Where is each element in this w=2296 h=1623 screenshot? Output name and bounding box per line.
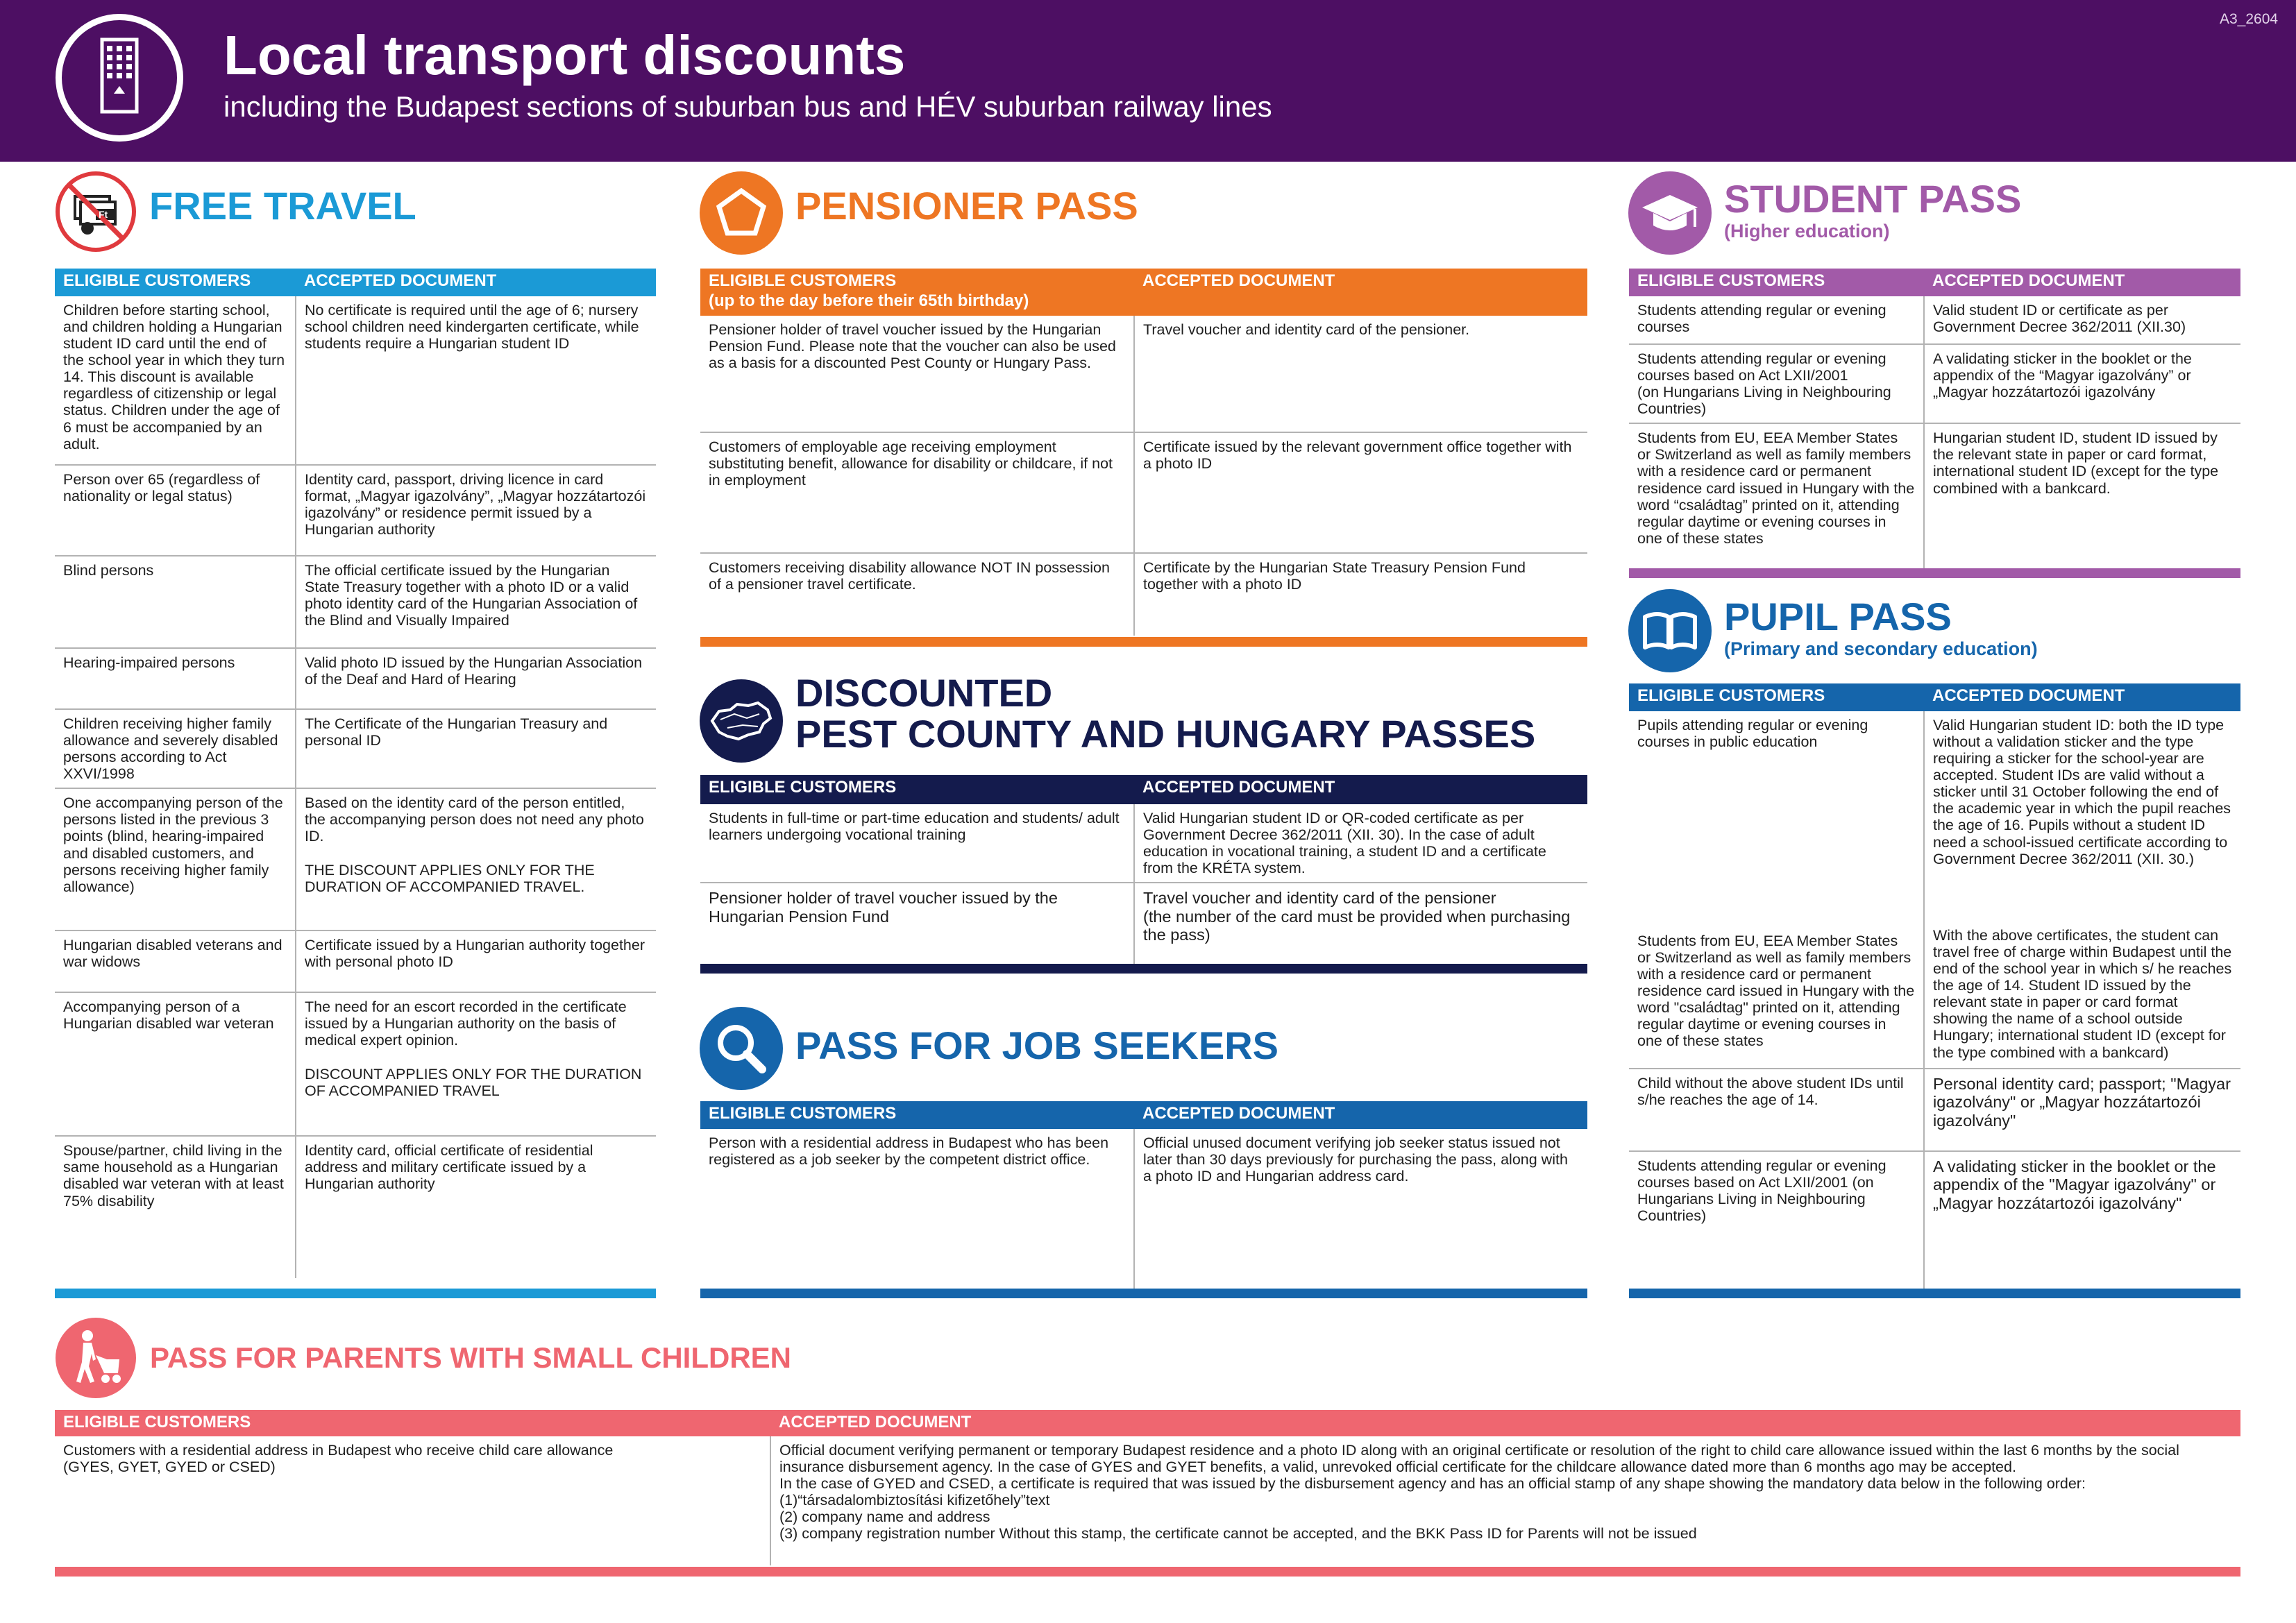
pensioner-title: PENSIONER PASS xyxy=(795,184,1138,228)
table-cell: Children receiving higher family allowance and severely disabled persons according to Act XXVI/1998 xyxy=(55,709,296,788)
table-cell: Certificate by the Hungarian State Treasury Pension Fund together with a photo ID xyxy=(1143,559,1526,593)
forint-sign-label: Ft xyxy=(99,209,108,220)
table-cell: Students attending regular or evening courses based on Act LXII/2001 (on Hungarians Living in Neighbouring Countries) xyxy=(1629,344,1924,423)
student-bottom-bar xyxy=(1629,568,2240,578)
jobseeker-bottom-bar xyxy=(700,1289,1587,1298)
table-cell: Hungarian student ID, student ID issued by the relevant state in paper or card format, international student ID (except for the type combined with a bankcard. xyxy=(1933,430,2219,497)
pupil-table xyxy=(1629,683,2240,1289)
jobseeker-col-document: ACCEPTED DOCUMENT xyxy=(1142,1104,1335,1123)
pupil-subtitle: (Primary and secondary education) xyxy=(1724,638,2038,659)
parents-title: PASS FOR PARENTS WITH SMALL CHILDREN xyxy=(150,1341,791,1374)
table-cell: Personal identity card; passport; "Magyar igazolvány" or „Magyar hozzátartozói igazolvány" xyxy=(1924,1069,2240,1151)
page-subtitle: including the Budapest sections of suburban bus and HÉV suburban railway lines xyxy=(223,90,1272,123)
table-cell: Customers receiving disability allowance NOT IN possession of a pensioner travel certificate. xyxy=(700,553,1134,636)
table-cell: Travel voucher and identity card of the pensioner (the number of the card must be provided when purchasing the pass) xyxy=(1143,889,1571,944)
table-cell: Hearing-impaired persons xyxy=(55,648,296,709)
table-cell: The need for an escort recorded in the certificate issued by a Hungarian authority on the basis of medical expert opinion. DISCOUNT APPLIES ONLY FOR THE DURATION OF ACCOMPANIED TRAVEL xyxy=(296,992,656,1136)
table-cell: Based on the identity card of the person entitled, the accompanying person does not need any photo ID. THE DISCOUNT APPLIES ONLY FOR THE DURATION OF ACCOMPANIED TRAVEL. xyxy=(296,788,656,931)
table-cell: Valid Hungarian student ID or QR-coded certificate as per Government Decree 362/2011 (XII. 30). In the case of adult education in vocational training, a student ID and a certificate from the KRÉTA system. xyxy=(1134,804,1587,883)
table-cell: No certificate is required until the age of 6; nursery school children need kindergarten certificate, while students require a Hungarian student ID xyxy=(296,296,656,465)
jobseeker-col-eligible: ELIGIBLE CUSTOMERS xyxy=(709,1104,897,1123)
table-cell: Customers of employable age receiving employment substituting benefit, allowance for disability or childcare, if not in employment xyxy=(700,432,1134,553)
free-travel-col-eligible: ELIGIBLE CUSTOMERS xyxy=(63,271,251,290)
pentagon-icon xyxy=(700,171,783,255)
table-cell: Students attending regular or evening courses based on Act LXII/2001 (on Hungarians Living in Neighbouring Countries) xyxy=(1629,1151,1924,1289)
parents-bottom-bar xyxy=(55,1567,2240,1577)
table-cell: Hungarian disabled veterans and war widows xyxy=(55,931,296,992)
table-cell: Students from EU, EEA Member States or Switzerland as well as family members with a residence card or permanent residence card issued in Hungary with the word “családtag” printed on it, attending regular daytime or evening courses in one of these states xyxy=(1629,423,1924,570)
hungary-map-icon xyxy=(700,679,783,763)
free-travel-title: FREE TRAVEL xyxy=(149,184,416,228)
pensioner-col-eligible-sub: (up to the day before their 65th birthday) xyxy=(709,291,1029,310)
student-col-eligible: ELIGIBLE CUSTOMERS xyxy=(1637,271,1825,290)
table-cell: Child without the above student IDs until s/he reaches the age of 14. xyxy=(1629,1069,1924,1151)
jobseeker-table xyxy=(700,1101,1587,1289)
county-table xyxy=(700,775,1587,965)
table-cell: Students in full-time or part-time education and students/ adult learners undergoing vocational training xyxy=(700,804,1134,883)
student-col-document: ACCEPTED DOCUMENT xyxy=(1932,271,2125,290)
pensioner-bottom-bar xyxy=(700,637,1587,647)
table-cell: Children before starting school, and children holding a Hungarian student ID card until the end of the school year in which they turn 14. This discount is available regardless of citizenship or legal status. Children under the age of 6 must be accompanied by an adult. xyxy=(55,296,296,465)
table-cell: Pensioner holder of travel voucher issued by the Hungarian Pension Fund. Please note that the voucher can also be used as a basis for a discounted Pest County or Hungary Pass. xyxy=(700,316,1134,432)
table-cell: Students attending regular or evening courses xyxy=(1629,296,1924,344)
pupil-col-document: ACCEPTED DOCUMENT xyxy=(1932,686,2125,705)
free-travel-col-document: ACCEPTED DOCUMENT xyxy=(304,271,497,290)
free-travel-bottom-bar xyxy=(55,1289,656,1298)
table-cell: Customers with a residential address in Budapest who receive child care allowance (GYES, GYET, GYED or CSED) xyxy=(55,1436,770,1565)
table-cell: Valid student ID or certificate as per Government Decree 362/2011 (XII.30) xyxy=(1924,296,2240,344)
county-title xyxy=(795,673,1535,755)
parents-col-eligible: ELIGIBLE CUSTOMERS xyxy=(63,1413,251,1431)
county-title-line2: PEST COUNTY AND HUNGARY PASSES xyxy=(795,711,1536,756)
county-bottom-bar xyxy=(700,964,1587,974)
door-logo-icon xyxy=(56,14,183,142)
table-cell: One accompanying person of the persons listed in the previous 3 points (blind, hearing-impaired and disabled customers, and persons receiving higher family allowance) xyxy=(55,788,296,931)
pensioner-col-document: ACCEPTED DOCUMENT xyxy=(1142,271,1335,290)
table-cell: Person over 65 (regardless of nationality or legal status) xyxy=(55,465,296,556)
table-cell: Travel voucher and identity card of the pensioner. xyxy=(1134,316,1587,432)
county-col-document: ACCEPTED DOCUMENT xyxy=(1142,778,1335,797)
table-cell: Certificate issued by a Hungarian authority together with personal photo ID xyxy=(296,931,656,992)
table-cell: Identity card, passport, driving licence in card format, „Magyar igazolvány”, „Magyar hozzátartozói igazolvány” or residence permit issued by a Hungarian authority xyxy=(296,465,656,556)
document-code: A3_2604 xyxy=(2220,11,2279,27)
stroller-parent-icon xyxy=(56,1318,136,1398)
student-subtitle: (Higher education) xyxy=(1724,221,1890,241)
pupil-col-eligible: ELIGIBLE CUSTOMERS xyxy=(1637,686,1825,705)
table-cell: Blind persons xyxy=(55,556,296,648)
free-travel-icon xyxy=(56,171,136,252)
page-title: Local transport discounts xyxy=(223,24,906,86)
student-table xyxy=(1629,269,2240,570)
free-travel-table xyxy=(55,269,656,1278)
parents-col-document: ACCEPTED DOCUMENT xyxy=(779,1413,972,1431)
table-cell: Valid photo ID issued by the Hungarian Association of the Deaf and Hard of Hearing xyxy=(296,648,656,709)
pensioner-col-eligible-label: ELIGIBLE CUSTOMERS xyxy=(709,271,897,290)
table-cell: Official document verifying permanent or temporary Budapest residence and a photo ID along with an original certificate or resolution of the right to child care allowance issued within the last 6 months by the social insurance disbursement agency. In the case of GYES and GYET benefits, a valid, unrevoked official certificate for the childcare allowance dated more than 6 months ago may be accepted. In the case of GYED and CSED, a certificate is required that was issued by the disbursement agency and has an official stamp of any shape showing the mandatory data below in the following order: (1)“társadalombiztosítási kifizetőhely”text (2) company name and address (3) company registration number Without this stamp, the certificate cannot be accepted, and the BKK Pass ID for Parents will not be issued xyxy=(779,1442,2179,1543)
parents-table xyxy=(55,1410,2240,1565)
county-col-eligible: ELIGIBLE CUSTOMERS xyxy=(709,778,897,797)
pupil-bottom-bar xyxy=(1629,1289,2240,1298)
book-icon xyxy=(1628,589,1712,672)
student-title: STUDENT PASS xyxy=(1724,177,2022,221)
table-cell: Official unused document verifying job seeker status issued not later than 30 days previously for purchasing the pass, along with a photo ID and Hungarian address card. xyxy=(1143,1135,1568,1185)
table-cell: Accompanying person of a Hungarian disabled war veteran xyxy=(55,992,296,1136)
table-cell: Students from EU, EEA Member States or Switzerland as well as family members with a residence card or permanent residence card issued in Hungary with the word "családtag" printed on it, attending regular daytime or evening courses in one of these states xyxy=(1629,927,1924,1069)
table-cell: With the above certificates, the student can travel free of charge within Budapest until the end of the school year in which s/ he reaches the age of 14. Student ID issued by the relevant state in paper or card format showing the name of a school outside Hungary; international student ID (except for the type combined with a bankcard) xyxy=(1924,927,2240,1069)
jobseeker-title: PASS FOR JOB SEEKERS xyxy=(795,1023,1279,1067)
pensioner-col-eligible xyxy=(700,269,1134,316)
table-cell: Pupils attending regular or evening courses in public education xyxy=(1629,711,1924,927)
table-cell: Person with a residential address in Budapest who has been registered as a job seeker by the competent district office. xyxy=(700,1129,1134,1289)
header-banner xyxy=(0,0,2296,162)
table-cell: Pensioner holder of travel voucher issued by the Hungarian Pension Fund xyxy=(700,883,1134,965)
table-cell: A validating sticker in the booklet or the appendix of the "Magyar igazolvány" or „Magyar hozzátartozói igazolvány" xyxy=(1933,1157,2216,1212)
pensioner-table xyxy=(700,269,1587,636)
graduation-cap-icon xyxy=(1628,171,1712,255)
table-cell: Identity card, official certificate of residential address and military certificate issued by a Hungarian authority xyxy=(305,1142,593,1193)
table-cell: Certificate issued by the relevant government office together with a photo ID xyxy=(1134,432,1587,553)
table-cell: The Certificate of the Hungarian Treasury and personal ID xyxy=(296,709,656,788)
table-cell: Spouse/partner, child living in the same household as a Hungarian disabled war veteran with at least 75% disability xyxy=(55,1136,296,1278)
table-cell: A validating sticker in the booklet or the appendix of the “Magyar igazolvány” or „Magyar hozzátartozói igazolvány xyxy=(1924,344,2240,423)
pupil-title: PUPIL PASS xyxy=(1724,595,1952,638)
table-cell: Valid Hungarian student ID: both the ID type without a validation sticker and the type requiring a sticker for the school-year are accepted. Student IDs are valid without a sticker until 31 October following the end of the academic year in which the pupil reaches the age of 16. Pupils without a student ID need a school-issued certificate according to Government Decree 362/2011 (XII. 30.) xyxy=(1933,717,2231,867)
magnifier-icon xyxy=(700,1007,783,1090)
county-title-line1: DISCOUNTED xyxy=(795,671,1053,715)
table-cell: The official certificate issued by the Hungarian State Treasury together with a photo ID or a valid photo identity card of the Hungarian Association of the Blind and Visually Impaired xyxy=(296,556,656,648)
